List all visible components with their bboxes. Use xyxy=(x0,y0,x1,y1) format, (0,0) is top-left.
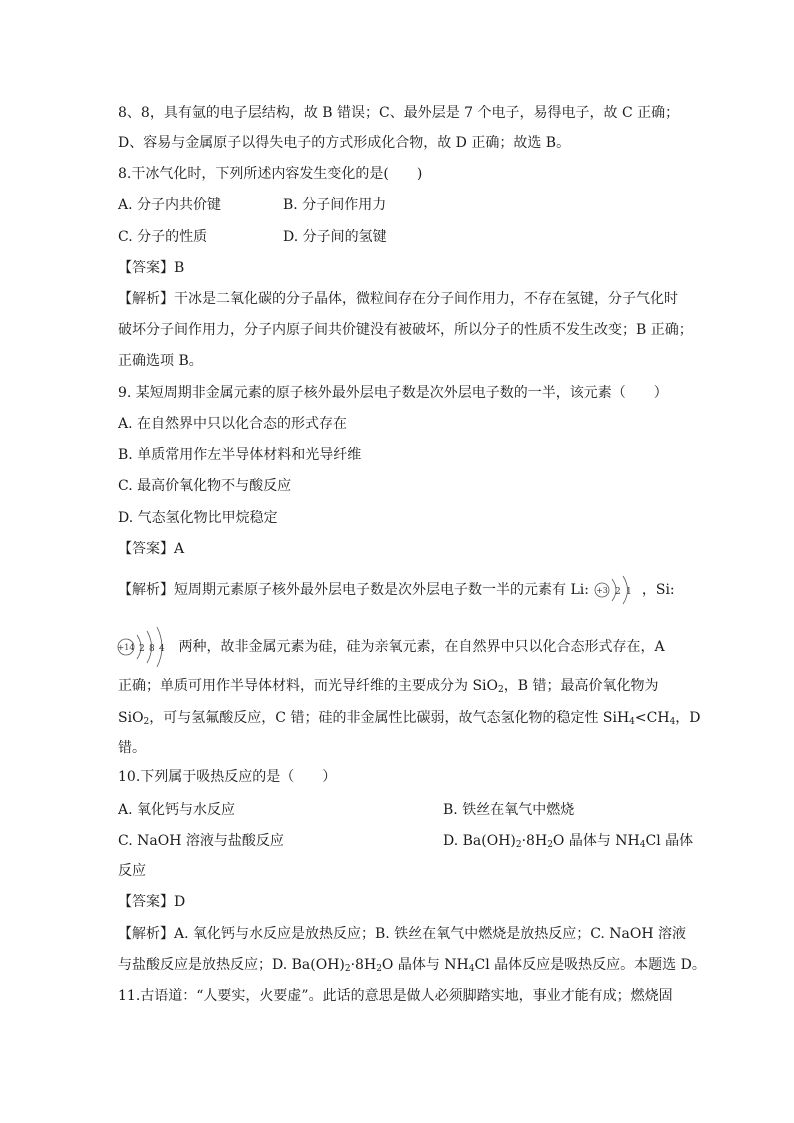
q10-exp2-part-c: O 晶体与 NH xyxy=(381,957,469,973)
si-shell-3: 4 xyxy=(159,644,165,654)
q9-exp4-part-b: ，可与氢氟酸反应，C 错；硅的非金属性比碳弱，故气态氢化物的稳定性 SiH xyxy=(149,710,630,726)
subscript-2: 2 xyxy=(344,964,351,974)
si-shell-2: 8 xyxy=(149,644,155,654)
si-atom-diagram xyxy=(116,625,174,669)
subscript-2: 2 xyxy=(498,685,504,695)
q8-explanation-line-3: 正确选项 B。 xyxy=(118,353,203,369)
q9-answer: 【答案】A xyxy=(118,541,185,557)
q9-explanation-si-label: ，Si: xyxy=(641,582,675,598)
subscript-4: 4 xyxy=(639,840,646,850)
q9-explanation-line-1 xyxy=(118,573,675,607)
q8-option-c: C. 分子的性质 xyxy=(118,229,208,245)
q10d-part-2: ·8H xyxy=(521,833,548,849)
question-9: 9. 某短周期非金属元素的原子核外最外层电子数是次外层电子数的一半，该元素（ ） xyxy=(118,385,668,401)
question-8: 8.干冰气化时，下列所述内容发生变化的是( ) xyxy=(118,166,423,182)
q10d-part-4: Cl 晶体 xyxy=(645,833,694,849)
q10-explanation-line-2 xyxy=(118,955,706,975)
q9-option-a: A. 在自然界中只以化合态的形式存在 xyxy=(118,416,348,432)
q9-option-d: D. 气态氢化物比甲烷稳定 xyxy=(118,510,278,526)
subscript-2: 2 xyxy=(547,840,553,850)
q10-exp2-part-d: Cl 晶体反应是吸热反应。本题选 D。 xyxy=(474,957,706,973)
q10-answer: 【答案】D xyxy=(118,894,186,910)
q9-exp3-part-b: ，B 错；最高价氧化物为 xyxy=(503,678,659,694)
q9-exp4-part-d: ，D xyxy=(675,710,701,726)
q10-option-a: A. 氧化钙与水反应 xyxy=(118,802,236,818)
q10-option-d xyxy=(443,831,693,851)
subscript-4: 4 xyxy=(669,717,676,727)
li-nucleus-label: +3 xyxy=(596,586,609,595)
prev-explanation-line-1: 8、8，具有氩的电子层结构，故 B 错误；C、最外层是 7 个电子，易得电子，故 C 正确； xyxy=(118,105,680,121)
si-nucleus-label: +14 xyxy=(117,643,135,652)
q10-exp2-part-b: ·8H xyxy=(350,957,377,973)
q10-option-b: B. 铁丝在氧气中燃烧 xyxy=(443,802,575,818)
q9-explanation-line-5: 错。 xyxy=(118,740,146,756)
q8-answer: 【答案】B xyxy=(118,260,185,276)
q10-exp2-part-a: 与盐酸反应是放热反应；D. Ba(OH) xyxy=(118,957,345,973)
q9-explanation-text-2: 两种，故非金属元素为硅，硅为亲氧元素，在自然界中只以化合态形式存在，A xyxy=(178,639,665,655)
prev-explanation-line-2: D、容易与金属原子以得失电子的方式形成化合物，故 D 正确；故选 B。 xyxy=(118,135,571,151)
q9-exp4-part-a: SiO xyxy=(118,710,144,726)
q10-option-c: C. NaOH 溶液与盐酸反应 xyxy=(118,833,284,849)
q9-option-c: C. 最高价氧化物不与酸反应 xyxy=(118,478,292,494)
q10-option-d-wrap: 反应 xyxy=(118,863,146,879)
q8-option-b: B. 分子间作用力 xyxy=(283,197,387,213)
q8-explanation-line-2: 破坏分子间作用力，分子内原子间共价键没有被破坏，所以分子的性质不发生改变；B 正确； xyxy=(118,322,693,338)
q9-option-b: B. 单质常用作左半导体材料和光导纤维 xyxy=(118,447,362,463)
q8-explanation-line-1: 【解析】干冰是二氧化碳的分子晶体，微粒间存在分子间作用力，不存在氢键，分子气化时 xyxy=(118,291,678,307)
q9-exp4-part-c: <CH xyxy=(634,710,670,726)
q10d-part-3: O 晶体与 NH xyxy=(552,833,640,849)
li-atom-diagram xyxy=(593,573,637,607)
q9-explanation-line-4 xyxy=(118,708,701,728)
subscript-2: 2 xyxy=(515,840,522,850)
q10-explanation-line-1: 【解析】A. 氧化钙与水反应是放热反应；B. 铁丝在氧气中燃烧是放热反应；C. NaOH 溶液 xyxy=(118,926,687,942)
subscript-4: 4 xyxy=(468,964,475,974)
li-shell-2: 1 xyxy=(626,587,633,597)
subscript-4: 4 xyxy=(629,717,635,727)
q9-explanation-line-3 xyxy=(118,676,658,696)
q10d-part-1: D. Ba(OH) xyxy=(443,833,516,849)
question-11: 11.古语道：“人要实，火要虚”。此话的意思是做人必须脚踏实地，事业才能有成；燃烧固 xyxy=(118,988,673,1004)
q9-exp3-part-a: 正确；单质可用作半导体材料，而光导纤维的主要成分为 SiO xyxy=(118,678,498,694)
q9-explanation-text-1: 【解析】短周期元素原子核外最外层电子数是次外层电子数一半的元素有 Li: xyxy=(118,582,589,598)
subscript-2: 2 xyxy=(143,717,150,727)
li-shell-1: 2 xyxy=(615,587,622,597)
subscript-2: 2 xyxy=(376,964,382,974)
q9-explanation-line-2 xyxy=(118,625,665,669)
question-10: 10.下列属于吸热反应的是（ ） xyxy=(118,769,337,785)
si-shell-1: 2 xyxy=(139,644,145,654)
q8-option-a: A. 分子内共价键 xyxy=(118,197,222,213)
q8-option-d: D. 分子间的氢键 xyxy=(283,229,387,245)
